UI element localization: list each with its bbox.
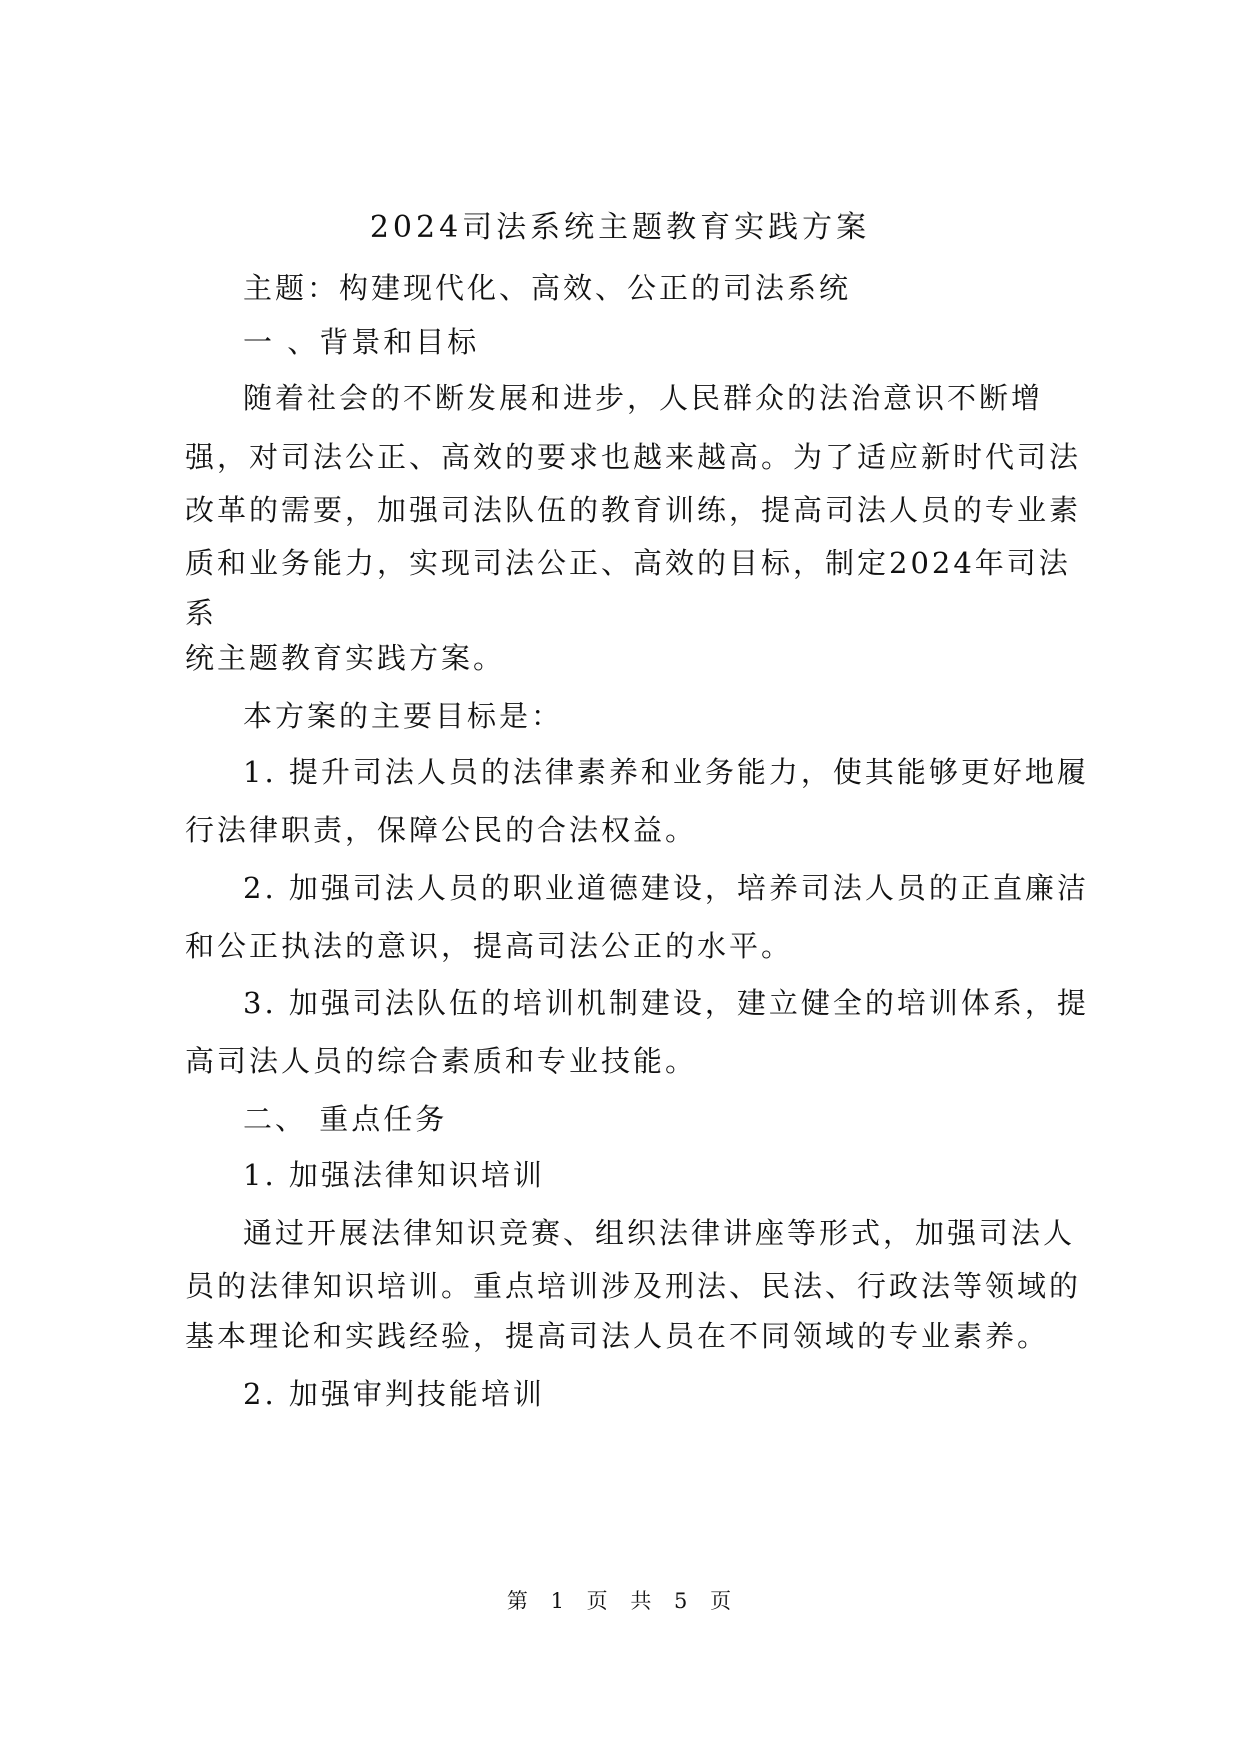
task-heading: 2. 加强审判技能培训 — [243, 1377, 545, 1411]
theme-line: 主题：构建现代化、高效、公正的司法系统 — [243, 271, 852, 305]
paragraph-line: 改革的需要，加强司法队伍的教育训练，提高司法人员的专业素 — [185, 493, 1082, 527]
footer-total-unit: 页 — [710, 1589, 734, 1613]
footer-page-label: 第 — [506, 1589, 530, 1613]
goal-item-continuation: 行法律职责，保障公民的合法权益。 — [185, 813, 698, 847]
paragraph-line: 质和业务能力，实现司法公正、高效的目标，制定2024年司法 — [185, 546, 1071, 580]
footer-total-label: 共 — [630, 1589, 654, 1613]
section-heading-background: 一 、背景和目标 — [243, 325, 480, 359]
footer-total-pages: 5 — [674, 1589, 690, 1613]
goal-item: 1. 提升司法人员的法律素养和业务能力，使其能够更好地履 — [243, 755, 1089, 789]
paragraph-line: 强，对司法公正、高效的要求也越来越高。为了适应新时代司法 — [185, 440, 1082, 474]
goal-item: 3. 加强司法队伍的培训机制建设，建立健全的培训体系，提 — [243, 986, 1089, 1020]
paragraph-line: 通过开展法律知识竞赛、组织法律讲座等形式，加强司法人 — [243, 1216, 1076, 1250]
document-title: 2024司法系统主题教育实践方案 — [369, 210, 871, 245]
paragraph-line: 统主题教育实践方案。 — [185, 641, 506, 675]
section-heading-tasks: 二、 重点任务 — [243, 1102, 448, 1136]
paragraph-line: 系 — [185, 596, 218, 630]
paragraph-line: 基本理论和实践经验，提高司法人员在不同领域的专业素养。 — [185, 1319, 1050, 1353]
goal-item-continuation: 高司法人员的综合素质和专业技能。 — [185, 1044, 698, 1078]
goal-item-continuation: 和公正执法的意识，提高司法公正的水平。 — [185, 929, 794, 963]
footer-page-unit: 页 — [586, 1589, 610, 1613]
footer-current-page: 1 — [550, 1589, 566, 1613]
paragraph-line: 随着社会的不断发展和进步，人民群众的法治意识不断增 — [243, 381, 1044, 415]
paragraph-line: 员的法律知识培训。重点培训涉及刑法、民法、行政法等领域的 — [185, 1269, 1082, 1303]
task-heading: 1. 加强法律知识培训 — [243, 1158, 545, 1192]
goals-intro: 本方案的主要目标是： — [243, 699, 564, 733]
goal-item: 2. 加强司法人员的职业道德建设，培养司法人员的正直廉洁 — [243, 871, 1089, 905]
page-footer — [0, 1586, 1240, 1616]
